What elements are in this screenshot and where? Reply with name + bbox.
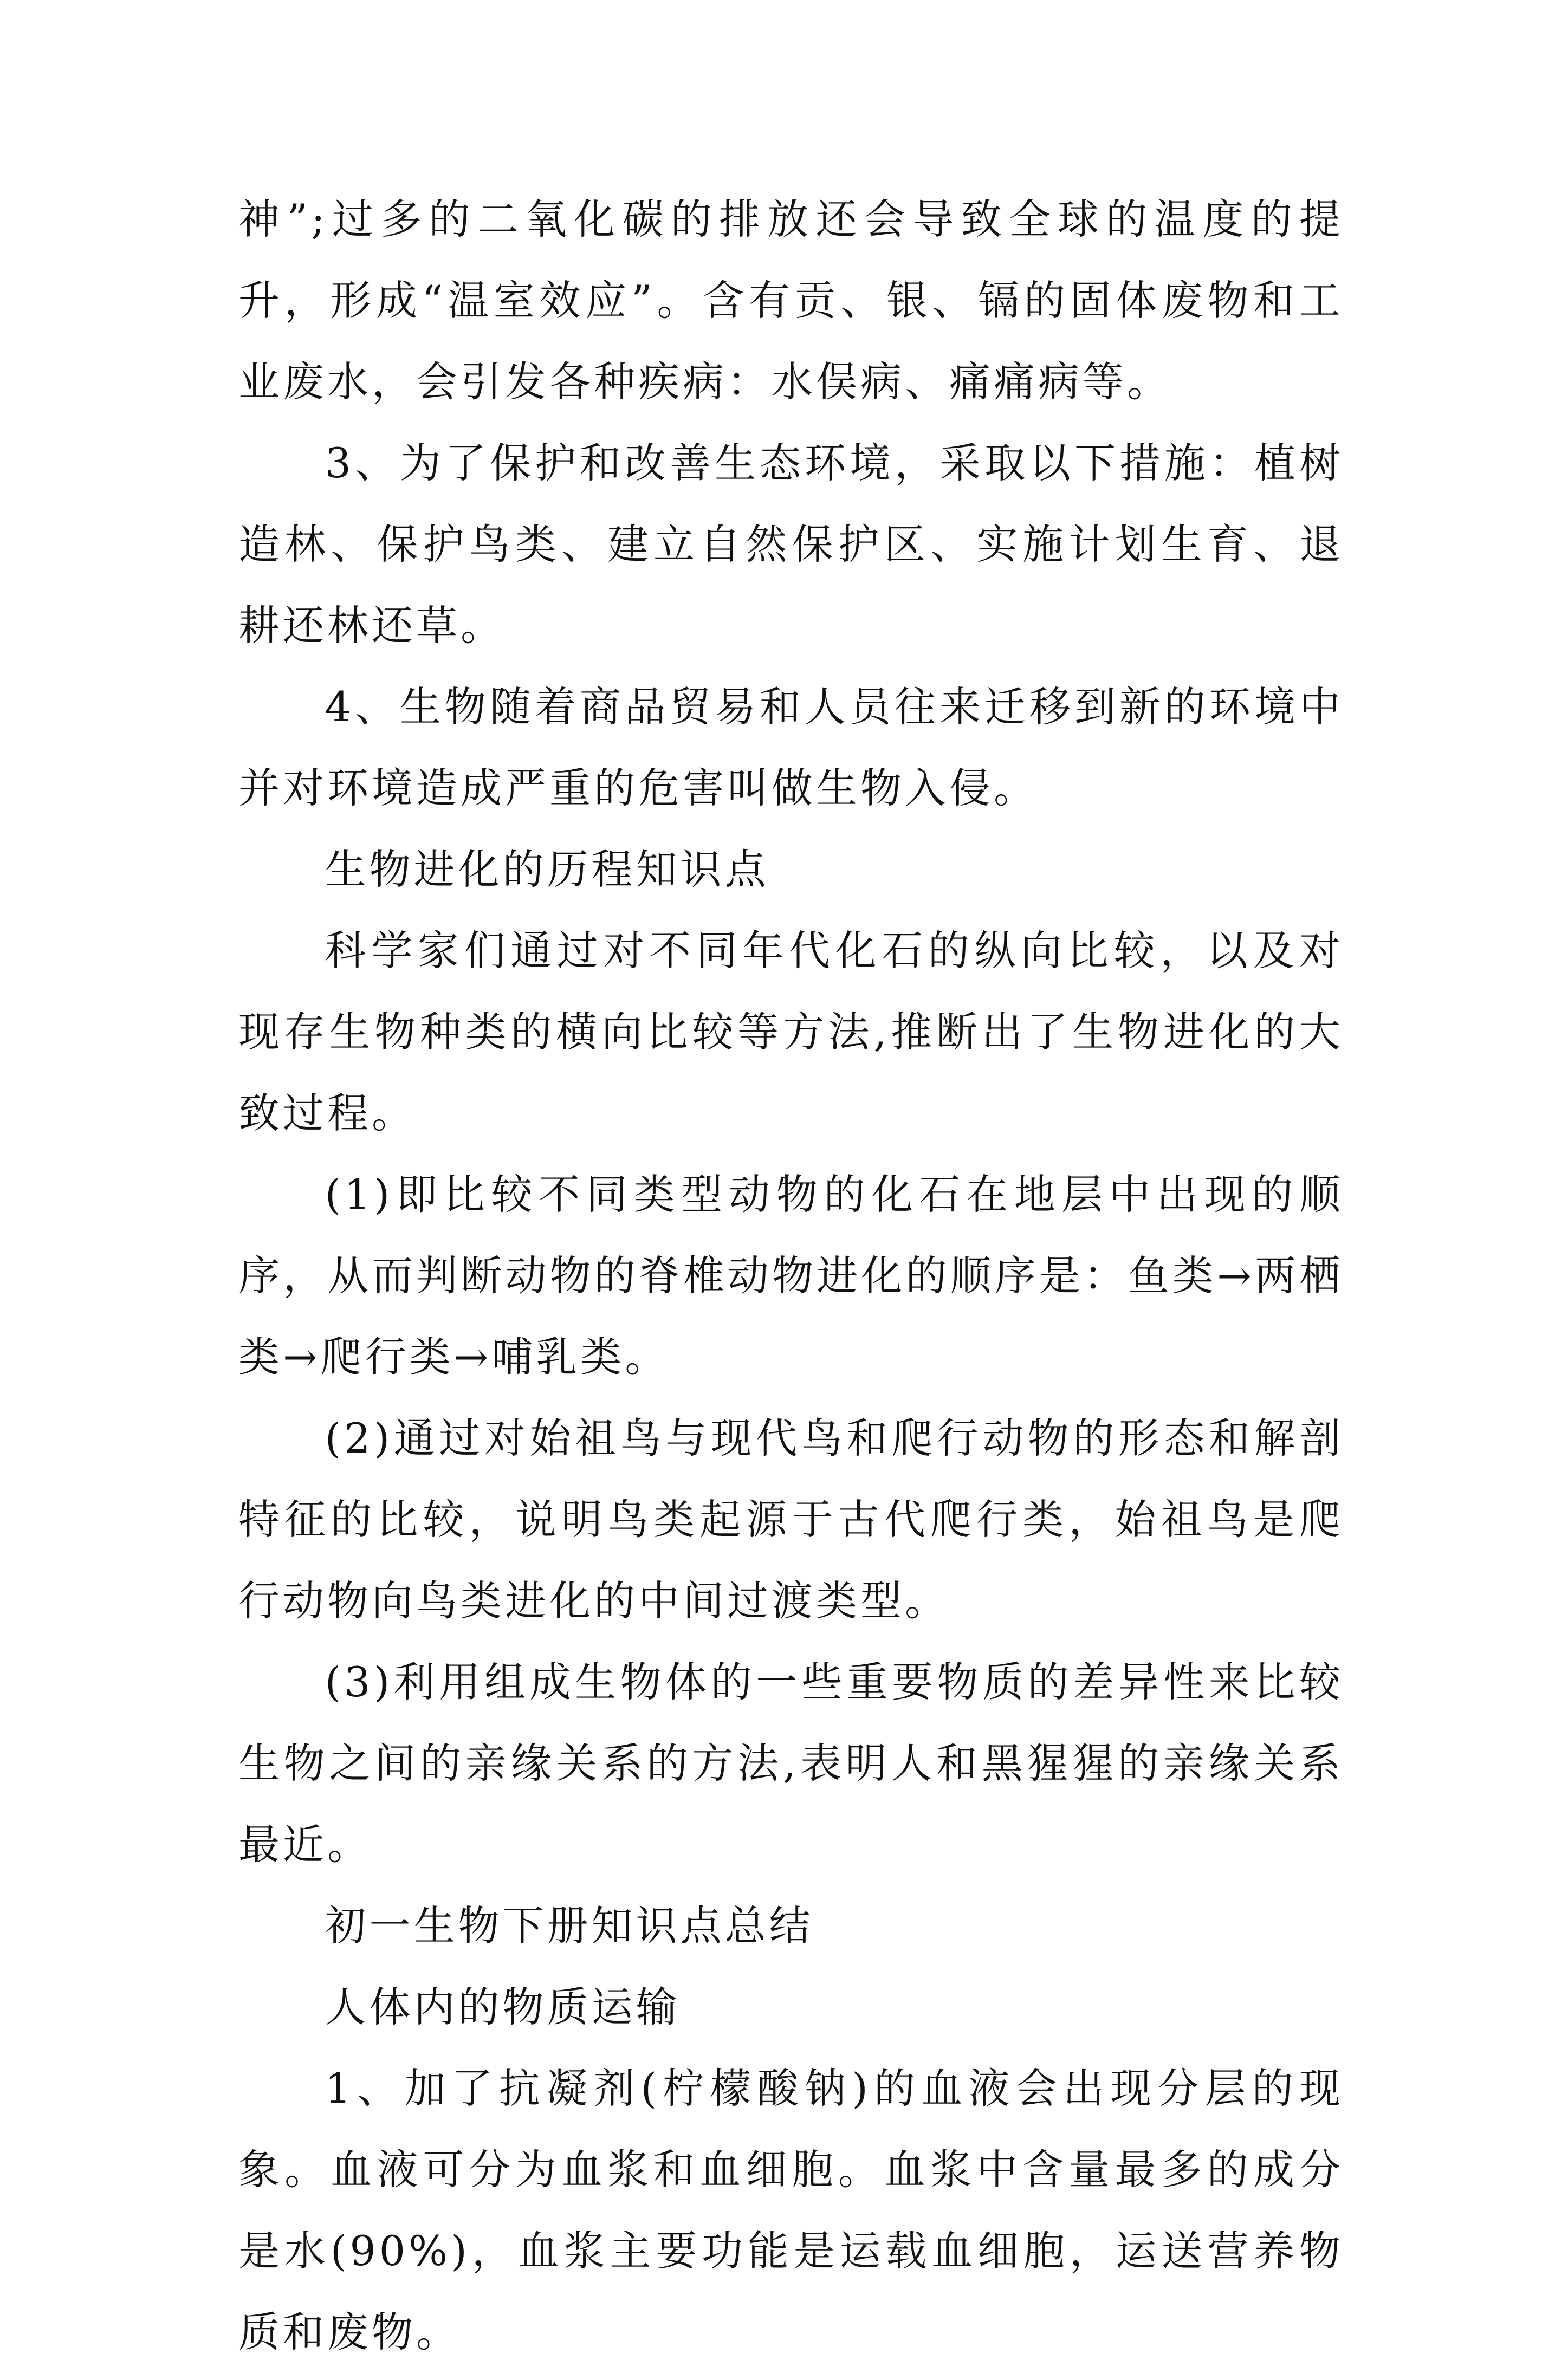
section-heading-summary: 初一生物下册知识点总结 bbox=[325, 1902, 814, 1950]
paragraph-pollution-effects: 神”;过多的二氧化碳的排放还会导致全球的温度的提升，形成“温室效应”。含有贡、银、镉的固体废物和工业废水，会引发各种疾病：水俣病、痛痛病等。 bbox=[238, 195, 1344, 406]
paragraph-evolution-point-2: (2)通过对始祖鸟与现代鸟和爬行动物的形态和解剖特征的比较，说明鸟类起源于古代爬行类，始祖鸟是爬行动物向鸟类进化的中间过渡类型。 bbox=[238, 1414, 1344, 1625]
paragraph-evolution-point-3: (3)利用组成生物体的一些重要物质的差异性来比较生物之间的亲缘关系的方法,表明人和黑猩猩的亲缘关系最近。 bbox=[238, 1658, 1344, 1869]
paragraph-evolution-point-1: (1)即比较不同类型动物的化石在地层中出现的顺序，从而判断动物的脊椎动物进化的顺序是：鱼类→两栖类→爬行类→哺乳类。 bbox=[238, 1170, 1344, 1381]
document-body bbox=[238, 179, 1344, 2373]
section-heading-transport: 人体内的物质运输 bbox=[325, 1983, 681, 2031]
paragraph-protection-measures: 3、为了保护和改善生态环境，采取以下措施：植树造林、保护鸟类、建立自然保护区、实施计划生育、退耕还林还草。 bbox=[238, 439, 1344, 650]
paragraph-blood-composition: 1、加了抗凝剂(柠檬酸钠)的血液会出现分层的现象。血液可分为血浆和血细胞。血浆中含量最多的成分是水(90%)，血浆主要功能是运载血细胞，运送营养物质和废物。 bbox=[238, 2064, 1344, 2356]
paragraph-evolution-intro: 科学家们通过对不同年代化石的纵向比较，以及对现存生物种类的横向比较等方法,推断出了生物进化的大致过程。 bbox=[238, 926, 1344, 1137]
paragraph-biological-invasion: 4、生物随着商品贸易和人员往来迁移到新的环境中并对环境造成严重的危害叫做生物入侵。 bbox=[238, 683, 1344, 812]
section-heading-evolution: 生物进化的历程知识点 bbox=[325, 845, 769, 893]
